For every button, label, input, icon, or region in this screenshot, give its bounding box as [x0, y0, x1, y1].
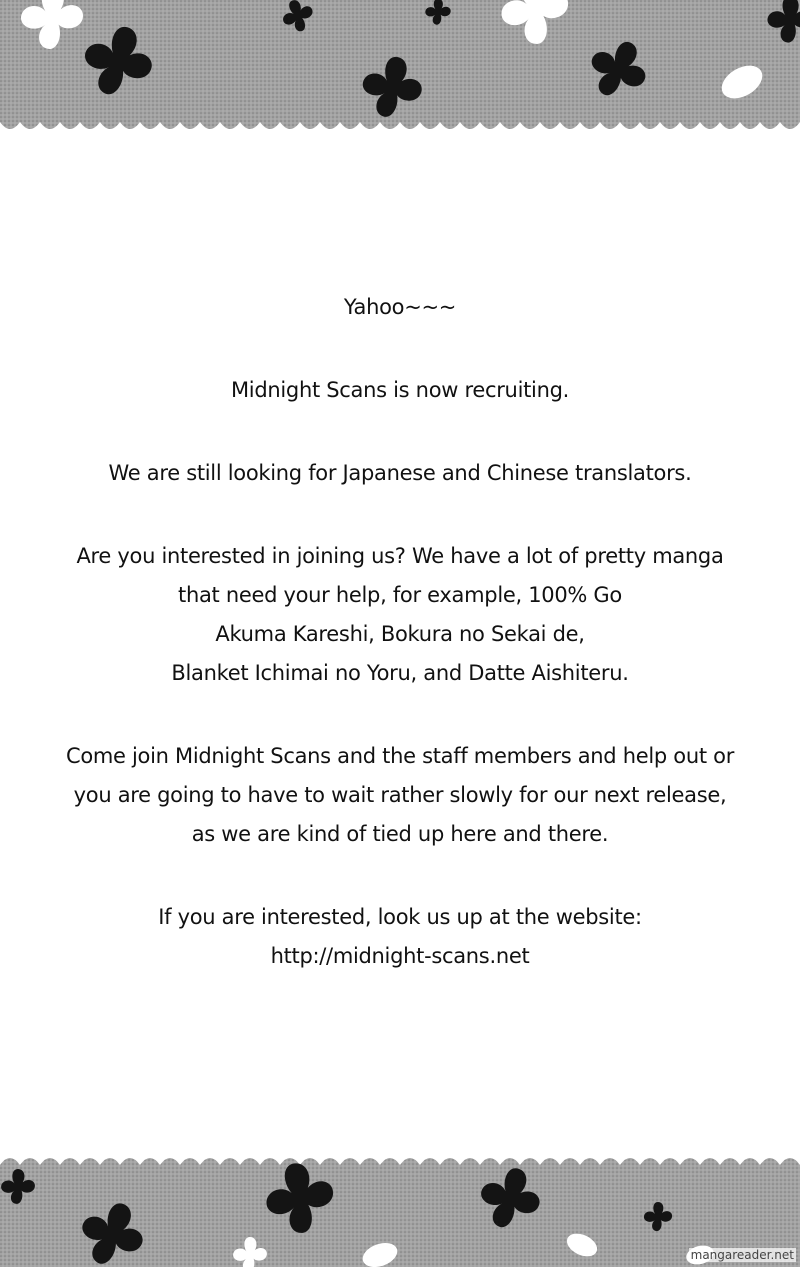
interest-line: Are you interested in joining us? We have a lot of pretty manga — [76, 544, 724, 568]
website-line: If you are interested, look us up at the website: — [158, 905, 642, 929]
join-paragraph — [40, 737, 760, 854]
top-sakura-band — [0, 0, 800, 140]
greeting: Yahoo~~~ — [343, 295, 457, 319]
recruiting-line: Midnight Scans is now recruiting. — [230, 378, 569, 402]
website-paragraph — [40, 898, 760, 976]
interest-line: Blanket Ichimai no Yoru, and Datte Aishiteru. — [171, 661, 629, 685]
interest-line: Akuma Kareshi, Bokura no Sekai de, — [215, 622, 585, 646]
bottom-sakura-band — [0, 1147, 800, 1267]
watermark: mangareader.net — [690, 1248, 794, 1262]
interest-paragraph — [40, 537, 760, 693]
bottom-sakura-pattern — [0, 1147, 800, 1267]
join-line: Come join Midnight Scans and the staff members and help out or — [65, 744, 735, 768]
interest-line: that need your help, for example, 100% Go — [178, 583, 622, 607]
recruitment-notice — [40, 288, 760, 976]
join-line: you are going to have to wait rather slowly for our next release, — [73, 783, 727, 807]
looking-for-line: We are still looking for Japanese and Chinese translators. — [108, 461, 692, 485]
top-sakura-pattern — [0, 0, 800, 140]
website-url: http://midnight-scans.net — [270, 944, 530, 968]
join-line: as we are kind of tied up here and there. — [191, 822, 609, 846]
